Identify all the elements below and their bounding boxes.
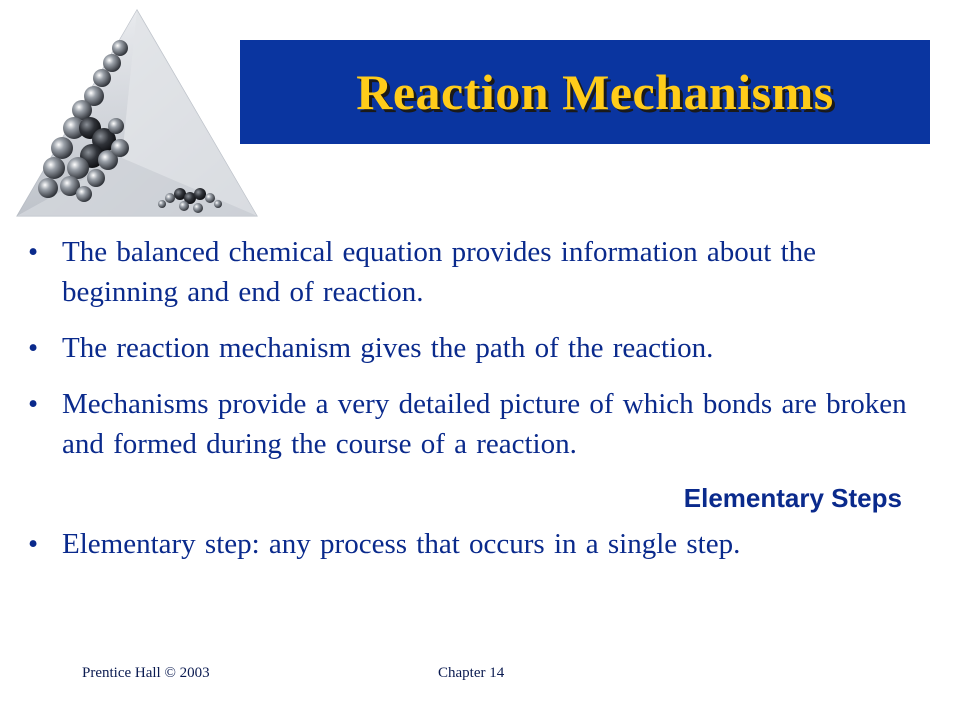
bullet-item bbox=[28, 328, 908, 368]
bullet-item bbox=[28, 524, 908, 564]
bullet-text: The balanced chemical equation provides information about the beginning and end of reaction. bbox=[62, 236, 817, 308]
slide-body bbox=[28, 232, 908, 580]
bullet-marker: • bbox=[28, 332, 39, 364]
bullet-marker: • bbox=[28, 388, 39, 420]
slide-title: Reaction Mechanisms bbox=[356, 64, 834, 120]
title-banner bbox=[240, 40, 930, 144]
footer-copyright: Prentice Hall © 2003 bbox=[82, 665, 210, 681]
bullet-marker: • bbox=[28, 236, 39, 268]
bullet-item bbox=[28, 384, 908, 464]
bullet-text: The reaction mechanism gives the path of the reaction. bbox=[62, 332, 714, 364]
bullet-text: Mechanisms provide a very detailed picture of which bonds are broken and formed during the course of a reaction. bbox=[62, 388, 907, 460]
bullet-item bbox=[28, 232, 908, 312]
bullet-marker: • bbox=[28, 528, 39, 560]
molecule-triangle-icon bbox=[12, 8, 262, 223]
section-subheading: Elementary Steps bbox=[683, 483, 902, 513]
footer-chapter: Chapter 14 bbox=[438, 665, 505, 681]
bullet-text: Elementary step: any process that occurs in a single step. bbox=[62, 528, 741, 560]
